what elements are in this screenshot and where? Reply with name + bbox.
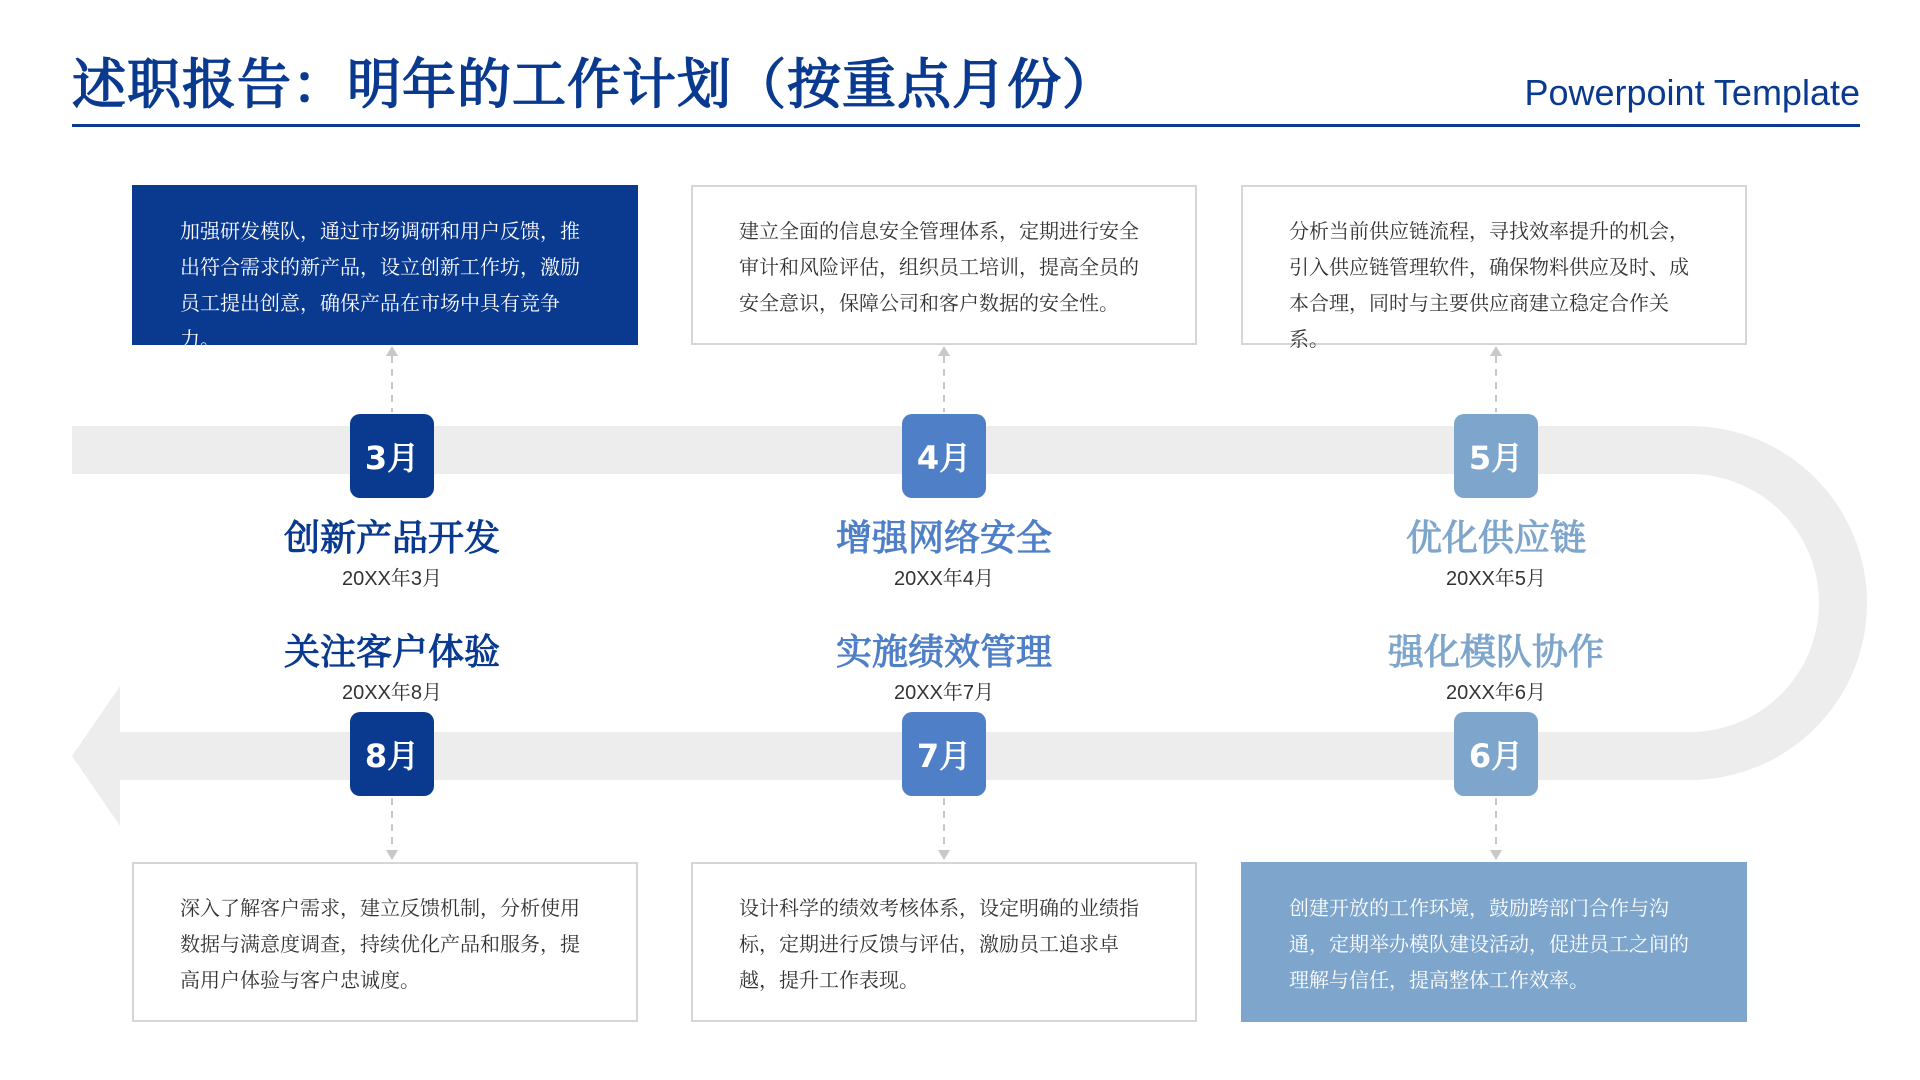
milestone-date-may: 20XX年5月	[1445, 568, 1547, 590]
description-box-july: 设计科学的绩效考核体系，设定明确的业绩指标，定期进行反馈与评估，激励员工追求卓越，提升工作表现。	[691, 862, 1197, 1022]
template-subtitle: Powerpoint Template	[1524, 72, 1860, 113]
month-badge-july: 7月	[902, 712, 986, 796]
month-badge-august: 8月	[350, 712, 434, 796]
milestone-date-april: 20XX年4月	[893, 568, 995, 590]
milestone-date-august: 20XX年8月	[341, 682, 443, 704]
description-box-june: 创建开放的工作环境，鼓励跨部门合作与沟通，定期举办模队建设活动，促进员工之间的理解与信任，提高整体工作效率。	[1241, 862, 1747, 1022]
description-box-april: 建立全面的信息安全管理体系，定期进行安全审计和风险评估，组织员工培训，提高全员的安全意识，保障公司和客户数据的安全性。	[691, 185, 1197, 345]
milestone-title-august: 关注客户体验	[283, 632, 500, 673]
milestone-date-july: 20XX年7月	[893, 682, 995, 704]
milestone-title-april: 增强网络安全	[835, 518, 1052, 559]
month-badge-may: 5月	[1454, 414, 1538, 498]
month-badge-march: 3月	[350, 414, 434, 498]
month-badge-april: 4月	[902, 414, 986, 498]
description-box-may: 分析当前供应链流程，寻找效率提升的机会，引入供应链管理软件，确保物料供应及时、成本合理，同时与主要供应商建立稳定合作关系。	[1241, 185, 1747, 345]
page-title: 述职报告：明年的工作计划（按重点月份）	[72, 53, 1117, 116]
milestone-title-july: 实施绩效管理	[835, 632, 1052, 673]
description-box-march: 加强研发模队，通过市场调研和用户反馈，推出符合需求的新产品，设立创新工作坊，激励员工提出创意，确保产品在市场中具有竞争力。	[132, 185, 638, 345]
milestone-date-march: 20XX年3月	[341, 568, 443, 590]
milestone-title-may: 优化供应链	[1405, 518, 1586, 559]
milestone-date-june: 20XX年6月	[1445, 682, 1547, 704]
milestone-title-june: 强化模队协作	[1387, 632, 1604, 673]
milestone-title-march: 创新产品开发	[283, 518, 500, 559]
month-badge-june: 6月	[1454, 712, 1538, 796]
description-box-august: 深入了解客户需求，建立反馈机制，分析使用数据与满意度调查，持续优化产品和服务，提高用户体验与客户忠诚度。	[132, 862, 638, 1022]
